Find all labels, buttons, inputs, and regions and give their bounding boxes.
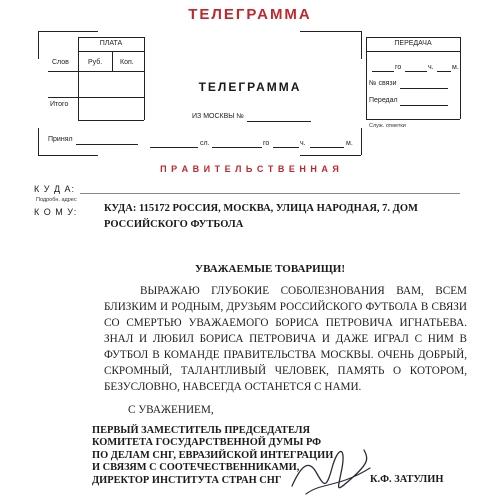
podrobny-adres-label: Подробн. адрес [36, 197, 77, 203]
date-m: м. [346, 140, 353, 147]
sig-line-5: ДИРЕКТОР ИНСТИТУТА СТРАН СНГ [92, 474, 282, 486]
frame-left-bottom [38, 128, 39, 155]
address-line-1: КУДА: 115172 РОССИЯ, МОСКВА, УЛИЦА НАРОДНАЯ, 7. ДОМ [104, 203, 418, 214]
right-ch-line [405, 71, 427, 72]
signer-name: К.Ф. ЗАТУЛИН [370, 474, 444, 485]
peredacha-top [366, 37, 460, 38]
plata-header-line [78, 51, 144, 52]
peredacha-bottom [366, 119, 460, 120]
date-line-1 [150, 147, 198, 148]
frame-right-bottom [361, 128, 362, 155]
kop-label: Коп. [120, 59, 134, 66]
frame-top-right [300, 31, 361, 32]
date-line-3 [273, 147, 299, 148]
sluzh-otmetki-label: Служ. отметки [369, 123, 406, 129]
right-m-line [437, 71, 451, 72]
peredal-line [400, 105, 448, 106]
itogo-label: Итого [50, 101, 69, 108]
plata-box-right [144, 37, 145, 120]
peredacha-left [366, 37, 367, 119]
frame-left-top [38, 31, 39, 59]
date-line-4 [310, 147, 344, 148]
letter-greeting: УВАЖАЕМЫЕ ТОВАРИЩИ! [195, 263, 345, 275]
kuda-label: К У Д А: [34, 184, 76, 194]
address-line-2: РОССИЙСКОГО ФУТБОЛА [104, 219, 244, 230]
plata-box-left [78, 37, 79, 120]
slov-row-line [48, 71, 144, 72]
plata-box-bottom [78, 120, 144, 121]
iz-moskvy-label [192, 113, 244, 120]
peredacha-label: ПЕРЕДАЧА [394, 40, 432, 47]
date-ch: ч. [300, 140, 306, 147]
sig-line-2: КОМИТЕТА ГОСУДАРСТВЕННОЙ ДУМЫ РФ [92, 437, 322, 449]
nomer-svyazi-label: № связи [369, 80, 397, 87]
date-line-2 [212, 147, 262, 148]
komu-label: К О М У: [34, 207, 78, 217]
iz-moskvy-line [247, 121, 311, 122]
sig-line-3: ПО ДЕЛАМ СНГ, ЕВРАЗИЙСКОЙ ИНТЕГРАЦИИ [92, 449, 334, 461]
nomer-svyazi-line [400, 88, 448, 89]
slov-label: Слов [52, 59, 69, 66]
peredal-label: Передал [369, 97, 398, 104]
rub-label: Руб. [88, 59, 103, 66]
itogo-row-line [48, 97, 144, 98]
date-sl: сл. [200, 140, 210, 147]
prinyal-label: Принял [48, 136, 73, 143]
rub-divider [112, 51, 113, 71]
frame-bottom-right [300, 155, 361, 156]
frame-bottom-left [38, 155, 98, 156]
letter-paragraph: ВЫРАЖАЮ ГЛУБОКИЕ СОБОЛЕЗНОВАНИЯ ВАМ, ВСЕМ БЛИЗКИМ И РОДНЫМ, ДРУЗЬЯМ РОССИЙСКОГО ФУТБОЛА В СВЯЗИ СО СМЕРТЬЮ УВАЖАЕМОГО БОРИСА ПЕТРОВИЧА ИГНАТЬЕВА. ЗНАЛ И ЛЮБИЛ БОРИСА ПЕТРОВИЧА И ДАЖЕ ИГРАЛ С НИМ В ФУТБОЛ В КОМАНДЕ ПРАВИТЕЛЬСТВА МОСКВЫ. ОЧЕНЬ ДОБРЫЙ, СКРОМНЫЙ, ТАЛАНТЛИВЫЙ ЧЕЛОВЕК, ПАМЯТЬ О КОТОРОМ, БЕЗУСЛОВНО, НАВСЕГДА ОСТАНЕТСЯ С НАМИ. [104, 285, 467, 393]
right-m: м. [452, 64, 459, 71]
government-label: П Р А В И Т Е Л Ь С Т В Е Н Н А Я [160, 164, 340, 174]
iz-moskvy-text: ИЗ МОСКВЫ № [192, 113, 244, 120]
kop-divider [78, 51, 79, 71]
right-go: го [395, 64, 402, 71]
frame-top-left [38, 31, 98, 32]
peredacha-header-line [366, 51, 460, 52]
right-ch: ч. [428, 64, 434, 71]
right-go-line [372, 71, 394, 72]
date-go: го [263, 140, 270, 147]
telegram-center-title: ТЕЛЕГРАММА [198, 80, 302, 94]
telegram-top-title: ТЕЛЕГРАММА [188, 6, 312, 23]
peredacha-right [460, 37, 461, 119]
sig-line-4: И СВЯЗЯМ С СООТЕЧЕСТВЕННИКАМИ, [92, 462, 300, 474]
plata-label: ПЛАТА [99, 40, 123, 47]
sig-line-1: ПЕРВЫЙ ЗАМЕСТИТЕЛЬ ПРЕДСЕДАТЕЛЯ [92, 425, 310, 436]
letter-closing: С УВАЖЕНИЕМ, [128, 404, 214, 416]
prinyal-line [76, 144, 138, 145]
handwritten-signature-icon [286, 438, 372, 500]
plata-box-top [78, 37, 144, 38]
frame-right-top [361, 31, 362, 59]
telegram-form [0, 0, 500, 160]
kuda-line [80, 193, 460, 194]
